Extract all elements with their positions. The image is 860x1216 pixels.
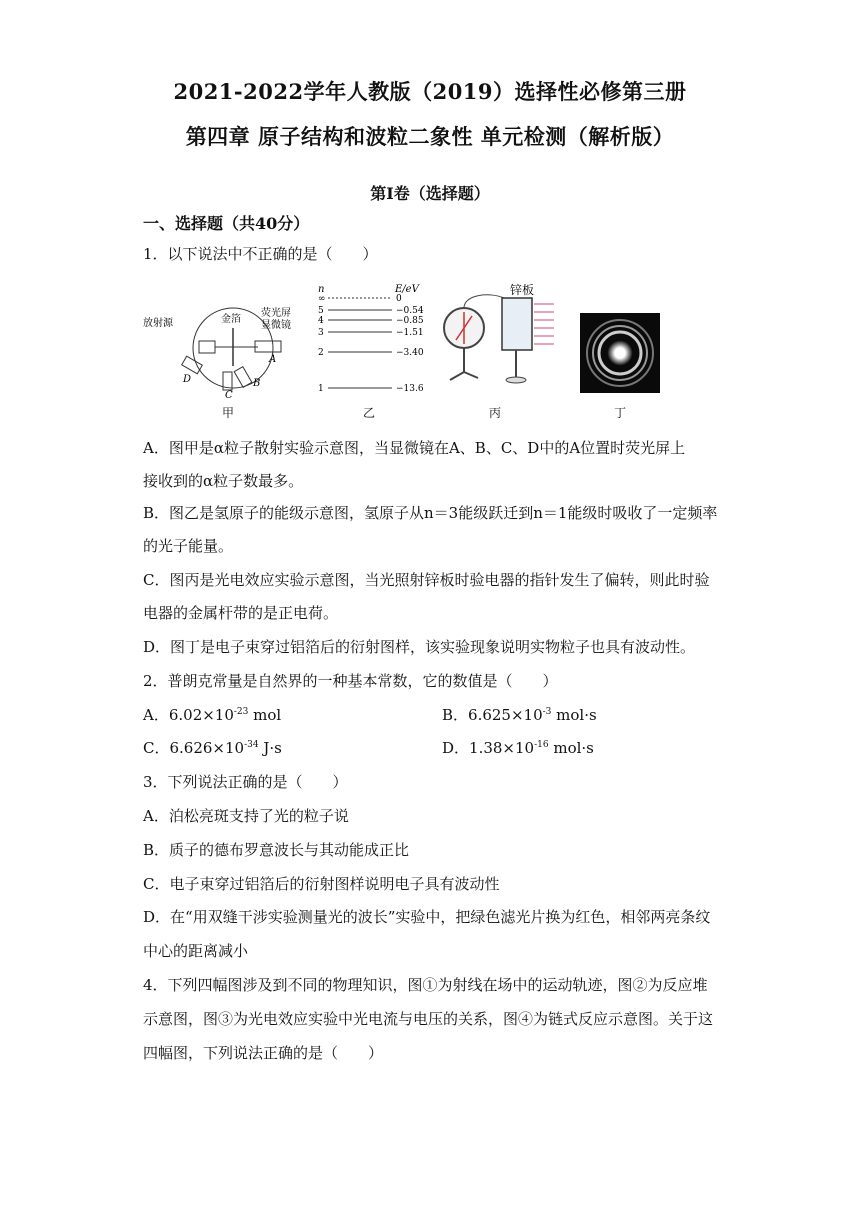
n-header: n (318, 284, 325, 295)
q2-option-A: A．$6.02\times 10^{-23}$ mol (143, 706, 282, 724)
energy-level-value: −1.51 (396, 328, 424, 338)
figure-ding-diffraction (580, 313, 660, 393)
q2-option-C: C．$6.626\times 10^{-34}$ J·s (143, 739, 282, 757)
q3-option-B: B．质子的德布罗意波长与其动能成正比 (143, 841, 410, 859)
caption-bing: 丙 (488, 406, 501, 420)
microscope-B (234, 367, 252, 388)
zinc-plate-label: 锌板 (510, 283, 535, 297)
q4-stem-line2: 示意图，图③为光电效应实验中光电流与电压的关系，图④为链式反应示意图。关于这 (143, 1010, 714, 1028)
e-header: E/eV (395, 284, 419, 295)
q3-option-D-line1: D．在“用双缝干涉实验测量光的波长”实验中，把绿色滤光片换为红色，相邻两亮条纹 (143, 908, 711, 926)
label-screen: 荧光屏 (261, 308, 291, 319)
q3-stem: 3．下列说法正确的是（ ） (143, 773, 348, 791)
energy-level-n: 2 (318, 348, 324, 358)
figure-yi-energy-levels (312, 282, 432, 398)
microscope-D (182, 356, 203, 374)
document-subtitle: 第四章 原子结构和波粒二象性 单元检测（解析版） (185, 124, 675, 149)
q1-stem: 1．以下说法中不正确的是（ ） (143, 245, 378, 263)
q1-option-C-line2: 电器的金属杆带的是正电荷。 (143, 604, 339, 622)
q4-stem-line3: 四幅图，下列说法正确的是（ ） (143, 1044, 384, 1062)
q1-option-B-line2: 的光子能量。 (143, 537, 234, 555)
q1-option-B-line1: B．图乙是氢原子的能级示意图，氢原子从n＝3能级跃迁到n＝1能级时吸收了一定频率 (143, 504, 718, 522)
radiation-source-box (199, 341, 215, 353)
label-B: B (253, 378, 261, 389)
q2-option-B: B．$6.625\times 10^{-3}$ mol·s (442, 706, 597, 724)
q3-option-D-line2: 中心的距离减小 (143, 942, 249, 960)
caption-yi: 乙 (362, 406, 375, 420)
q1-option-A-line1: A．图甲是α粒子散射实验示意图，当显微镜在A、B、C、D中的A位置时荧光屏上 (143, 439, 686, 457)
energy-level-value: 0 (396, 294, 402, 304)
q1-option-C-line1: C．图丙是光电效应实验示意图，当光照射锌板时验电器的指针发生了偏转，则此时验 (143, 571, 710, 589)
label-microscope: 显微镜 (261, 320, 291, 331)
label-C: C (225, 390, 233, 401)
energy-level-n: 5 (318, 306, 324, 316)
energy-level-value: −0.85 (396, 316, 424, 326)
label-source: 放射源 (143, 318, 173, 329)
figure-bing-photoelectric (436, 282, 554, 390)
q4-stem-line1: 4．下列四幅图涉及到不同的物理知识，图①为射线在场中的运动轨迹，图②为反应堆 (143, 976, 708, 994)
energy-level-value: −3.40 (396, 348, 424, 358)
q1-option-D-line1: D．图丁是电子束穿过铝箔后的衍射图样，该实验现象说明实物粒子也具有波动性。 (143, 638, 696, 656)
energy-level-n: 4 (318, 316, 324, 326)
energy-level-value: −13.6 (396, 384, 424, 394)
zinc-plate (502, 298, 532, 350)
document-title: 2021-2022学年人教版（2019）选择性必修第三册 (173, 79, 687, 104)
part-title: 第Ⅰ卷（选择题） (370, 184, 490, 203)
caption-jia: 甲 (221, 406, 234, 420)
label-D: D (183, 374, 192, 385)
energy-level-n: ∞ (318, 294, 326, 304)
energy-level-n: 3 (318, 328, 324, 338)
q2-option-D: D．$1.38\times 10^{-16}$ mol·s (442, 739, 594, 757)
label-foil: 金箔 (221, 314, 241, 325)
label-A: A (269, 354, 277, 365)
microscope-A (255, 341, 281, 352)
q1-option-A-line2: 接收到的α粒子数最多。 (143, 472, 304, 490)
q3-option-C: C．电子束穿过铝箔后的衍射图样说明电子具有波动性 (143, 875, 500, 893)
q3-option-A: A．泊松亮斑支持了光的粒子说 (143, 807, 349, 825)
caption-ding: 丁 (613, 406, 626, 420)
q2-stem: 2．普朗克常量是自然界的一种基本常数，它的数值是（ ） (143, 672, 558, 690)
energy-level-value: −0.54 (396, 306, 424, 316)
figure-jia-scattering (143, 298, 293, 406)
section-title: 一、选择题（共40分） (143, 214, 310, 233)
energy-level-n: 1 (318, 384, 324, 394)
